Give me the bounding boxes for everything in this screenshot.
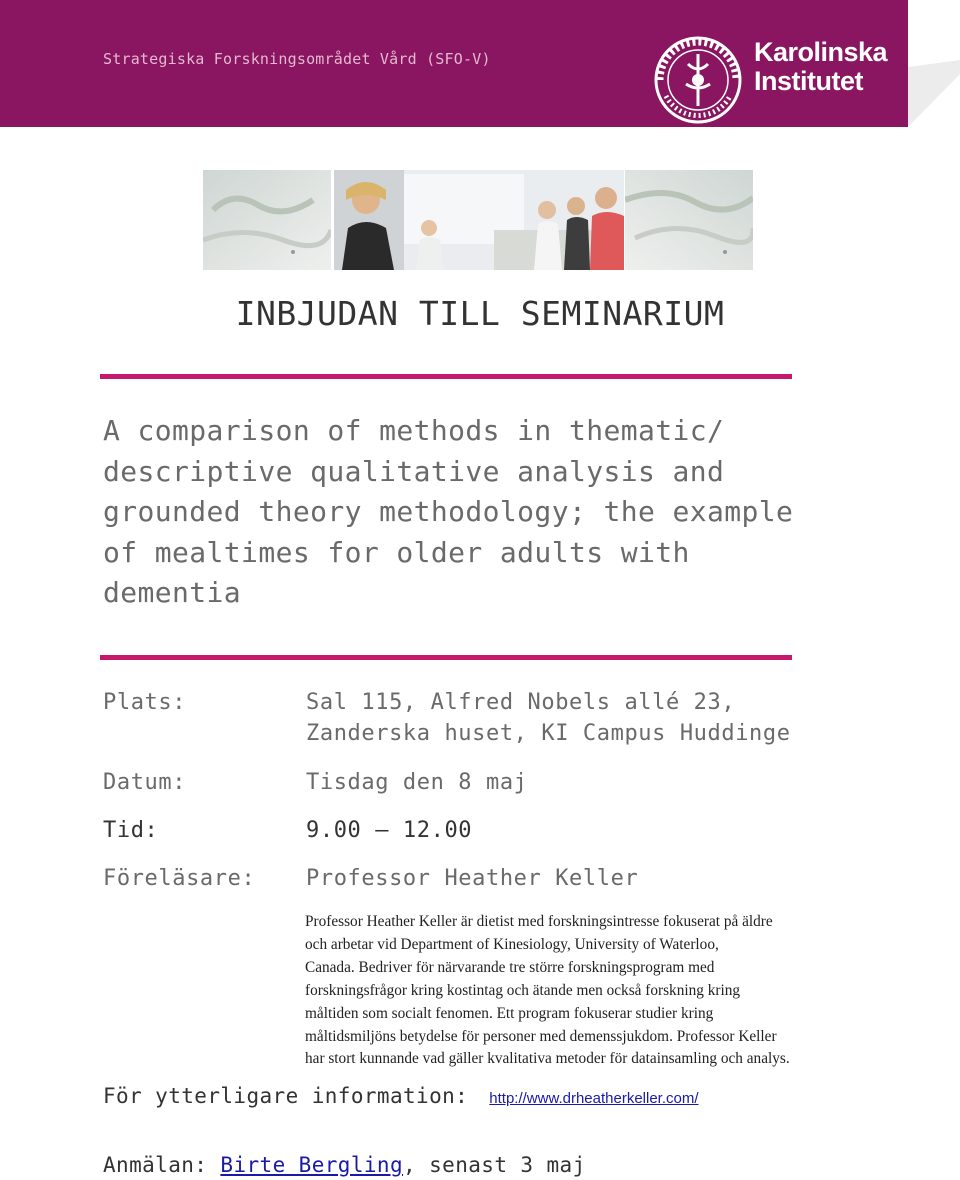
datum-label: Datum: [103, 770, 187, 795]
plats-label: Plats: [103, 690, 187, 715]
plats-value-line1: Sal 115, Alfred Nobels allé 23, [306, 690, 736, 715]
invitation-heading: INBJUDAN TILL SEMINARIUM [235, 294, 725, 333]
header-band [0, 0, 908, 127]
registration-contact-link[interactable]: Birte Bergling [220, 1153, 404, 1177]
ki-wordmark: Karolinska Institutet [754, 37, 888, 96]
speaker-website-link[interactable]: http://www.drheatherkeller.com/ [489, 1090, 699, 1107]
registration-deadline: , senast 3 maj [403, 1153, 586, 1177]
divider-top [100, 374, 792, 379]
seminar-photo [334, 170, 624, 270]
decorative-photo-right [625, 170, 753, 270]
registration-label: Anmälan: [103, 1153, 208, 1177]
registration [103, 1153, 586, 1177]
header-corner-shape [908, 60, 960, 127]
tid-label: Tid: [103, 818, 159, 843]
seminar-photo-strip [203, 170, 753, 270]
more-info [103, 1084, 699, 1108]
forelasare-label: Föreläsare: [103, 866, 256, 891]
seminar-title: A comparison of methods in thematic/ descriptive qualitative analysis and grounded theory methodology; the example of mealtimes for older adults with dementia [103, 414, 794, 609]
program-name: Strategiska Forskningsområdet Vård (SFO-V) [103, 50, 491, 68]
decorative-photo-left [203, 170, 331, 270]
karolinska-logo [652, 34, 892, 126]
divider-bottom [100, 655, 792, 660]
forelasare-value: Professor Heather Keller [306, 866, 639, 891]
plats-value-line2: Zanderska huset, KI Campus Huddinge [306, 721, 791, 746]
datum-value: Tisdag den 8 maj [306, 770, 528, 795]
ki-seal-icon [652, 34, 748, 126]
more-info-label: För ytterligare information: [103, 1084, 469, 1108]
speaker-bio: Professor Heather Keller är dietist med forskningsintresse fokuserat på äldre och arbetar vid Department of Kinesiology, University of Waterloo, Canada. Bedriver för närvarande tre större forskningsprogram med forskningsfrågor kring kostintag och ätande men också forskning kring måltiden som socialt fenomen. Ett program fokuserar studier kring måltidsmiljöns betydelse för personer med demenssjukdom. Professor Keller har stort kunnande vad gäller kvalitativa metoder för datainsamling och analys. [305, 913, 790, 1068]
tid-value: 9.00 – 12.00 [306, 818, 473, 843]
